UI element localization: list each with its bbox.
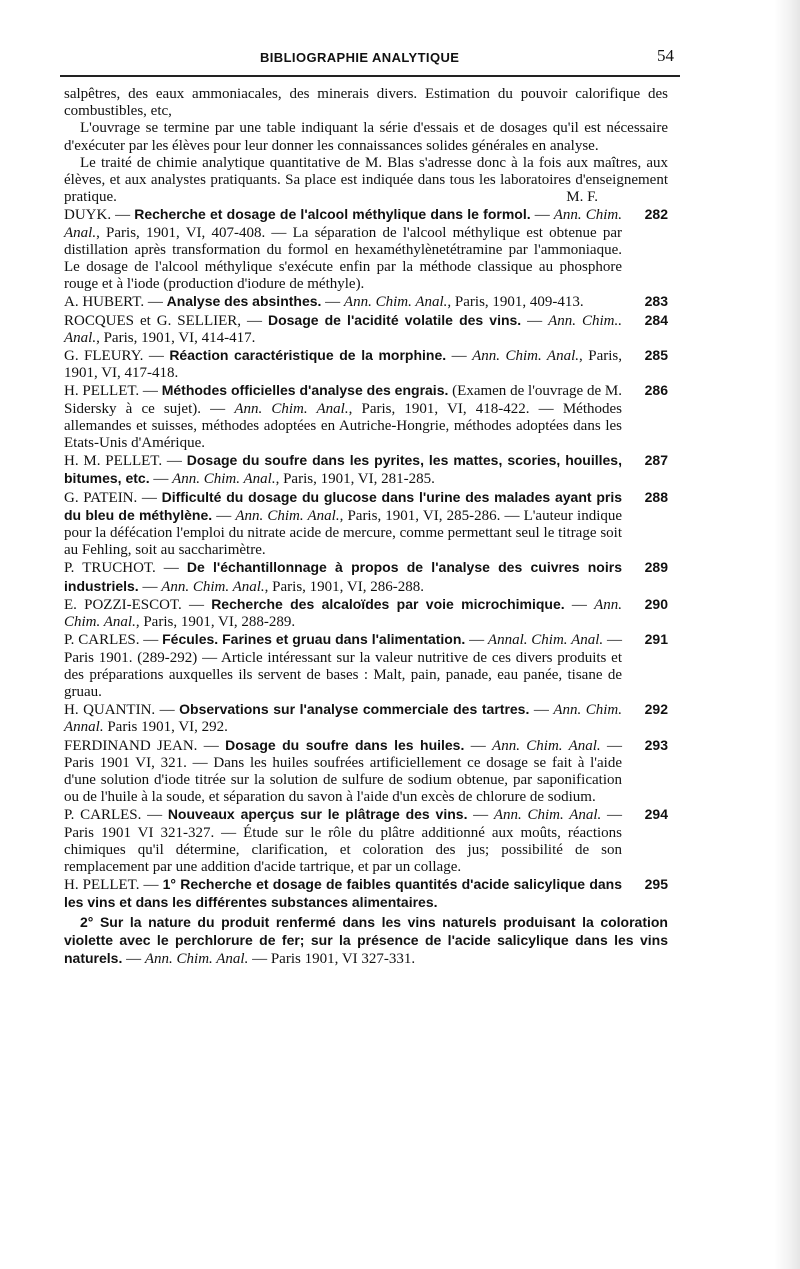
entry-source: Ann. Chim. Anal.	[343, 294, 448, 311]
bibliography-entry	[64, 737, 668, 807]
bibliography-entry	[64, 559, 668, 595]
entry-source: Ann. Chim. Anal.	[492, 737, 601, 754]
entry-title: Dosage du soufre dans les huiles.	[225, 736, 465, 753]
entry-title: Méthodes officielles d'analyse des engrais.	[161, 382, 449, 399]
entry-source: Annal. Chim. Anal.	[487, 632, 604, 649]
entry-separator: (Examen de l'ouvrage de M. Sidersky à ce sujet). —	[64, 383, 623, 417]
entry-295-part-2-source: Ann. Chim. Anal.	[144, 950, 249, 967]
entry-title: Observations sur l'analyse commerciale des tartres.	[179, 701, 530, 718]
entry-number: 282	[644, 206, 668, 223]
entry-source: Ann. Chim. Anal.	[472, 348, 580, 365]
entry-author: G. PATEIN. —	[64, 489, 162, 506]
entry-separator: —	[564, 596, 595, 613]
entry-number: 294	[644, 806, 668, 823]
entry-author: E. POZZI-ESCOT. —	[64, 596, 212, 613]
bibliography-entries	[64, 206, 668, 912]
entry-details: , Paris, 1901, VI, 285-286. — L'auteur indique pour la défécation l'emploi du nitrate acide de mercure, comme permettant seul le titrage soit au Fehling, soit au saccharimètre.	[64, 507, 623, 559]
entry-separator: —	[212, 507, 236, 524]
entry-details: , Paris, 1901, VI, 417-418.	[64, 348, 622, 382]
entry-title: Recherche des alcaloïdes par voie microchimique.	[211, 595, 565, 612]
entry-details: — Paris 1901 VI, 321. — Dans les huiles soufrées artificiellement ce dosage se fait à l'aide d'une solution d'iode titrée sur la solution de sulfure de sodium obtenue, par saponification ou de l'huile à la soude, et séparation du savon à l'aide d'un excès de chlorure de sodium.	[64, 737, 622, 806]
entry-separator: —	[465, 632, 488, 649]
entry-number: 283	[644, 293, 668, 310]
intro-paragraph-1: salpêtres, des eaux ammoniacales, des minerais divers. Estimation du pouvoir calorifique des combustibles, etc,	[64, 86, 668, 120]
entry-details: , Paris, 1901, VI, 414-417.	[96, 329, 256, 346]
entry-source: Ann. Chim. Anal.	[235, 507, 340, 524]
entry-source: Ann. Chim. Anal.	[172, 471, 276, 488]
bibliography-entry	[64, 382, 668, 452]
entry-separator: —	[464, 737, 493, 754]
body-text	[64, 86, 668, 968]
bibliography-entry	[64, 701, 668, 736]
entry-number: 284	[644, 311, 668, 328]
entry-details: — Paris 1901. (289-292) — Article intéressant sur la valeur nutritive de ces divers produits et des préparations auxquelles ils servent de bases : Malt, pain, panade, eau panée, tisane de gruau.	[64, 632, 622, 700]
entry-source: Ann. Chim. Anal.	[493, 807, 602, 824]
entry-author: P. TRUCHOT. —	[64, 560, 187, 577]
intro-paragraph-3	[64, 155, 668, 207]
entry-author: DUYK. —	[64, 207, 135, 224]
entry-author: H. PELLET. —	[64, 877, 163, 894]
entry-details: , Paris, 1901, VI, 281-285.	[275, 471, 435, 488]
entry-295-part-2-sep: —	[122, 950, 145, 967]
entry-details: , Paris, 1901, VI, 286-288.	[264, 578, 424, 595]
entry-title: Recherche et dosage de l'alcool méthylique dans le formol.	[134, 206, 531, 223]
entry-author: H. PELLET. —	[64, 383, 162, 400]
entry-number: 285	[644, 347, 668, 364]
bibliography-entry	[64, 631, 668, 701]
entry-separator: —	[467, 807, 494, 824]
bibliography-entry	[64, 596, 668, 631]
entry-separator: —	[446, 348, 473, 365]
entry-title: Difficulté du dosage du glucose dans l'urine des malades ayant pris du bleu de méthylène.	[64, 488, 622, 523]
entry-author: ROCQUES et G. SELLIER, —	[64, 312, 268, 329]
entry-295-part-2	[64, 914, 668, 969]
bibliography-entry	[64, 206, 668, 293]
entry-number: 290	[644, 595, 668, 612]
entry-title: Dosage du soufre dans les pyrites, les mattes, scories, houilles, bitumes, etc.	[64, 452, 622, 487]
entry-title: Fécules. Farines et gruau dans l'alimentation.	[162, 631, 466, 648]
entry-title: Réaction caractéristique de la morphine.	[169, 347, 447, 364]
entry-separator: —	[521, 312, 549, 329]
intro-paragraph-2: L'ouvrage se termine par une table indiquant la série d'essais et de dosages qu'il est nécessaire d'exécuter par les élèves pour leur donner les connaissances solides générales en analyse.	[64, 120, 668, 154]
entry-details: Paris 1901, VI, 292.	[103, 719, 228, 736]
entry-number: 288	[644, 488, 668, 505]
entry-author: P. CARLES. —	[64, 632, 163, 649]
scan-shadow	[774, 0, 800, 1269]
bibliography-entry	[64, 806, 668, 876]
entry-title: De l'échantillonnage à propos de l'analyse des cuivres noirs industriels.	[64, 559, 622, 594]
entry-separator: —	[529, 702, 554, 719]
entry-details: , Paris, 1901, VI, 407-408. — La séparation de l'alcool méthylique est obtenue par distillation après transformation du formol en hexaméthylènetétramine par l'ammoniaque. Le dosage de l'alcool méthylique s'exécute enfin par la méthode classique au phosphore rouge et à l'iode (production d'iodure de méthyle).	[64, 224, 622, 293]
running-title: BIBLIOGRAPHIE ANALYTIQUE	[260, 50, 460, 65]
entry-separator: —	[530, 207, 554, 224]
entry-source: Ann. Chim.. Anal.	[64, 312, 623, 346]
entry-number: 286	[644, 382, 668, 399]
bibliography-entry	[64, 347, 668, 382]
entry-title: Analyse des absinthes.	[166, 293, 322, 310]
entry-source: Ann. Chim. Anal.	[234, 400, 349, 417]
entry-details: , Paris, 1901, VI, 288-289.	[135, 614, 296, 631]
entry-title: Nouveaux aperçus sur le plâtrage des vins.	[167, 806, 468, 823]
entry-source: Ann. Chim. Anal.	[64, 596, 623, 631]
entry-separator: —	[149, 471, 173, 488]
entry-details: , Paris, 1901, 409-413.	[447, 294, 584, 311]
entry-number: 287	[644, 452, 668, 469]
entry-author: FERDINAND JEAN. —	[64, 737, 226, 754]
entry-title: Dosage de l'acidité volatile des vins.	[267, 311, 522, 328]
entry-author: P. CARLES. —	[64, 807, 168, 824]
entry-author: G. FLEURY. —	[64, 348, 170, 365]
intro-paragraph-3-text: Le traité de chimie analytique quantitative de M. Blas s'adresse donc à la fois aux maîtres, aux élèves, et aux analystes pratiquants. Sa place est indiquée dans tous les laboratoires d'enseignement pratique.	[64, 154, 668, 206]
entry-details: , Paris, 1901, VI, 418-422. — Méthodes allemandes et suisses, méthodes adoptées en Autriche-Hongrie, méthodes adoptées dans les Etats-Unis d'Amérique.	[64, 400, 622, 452]
page-number: 54	[657, 46, 674, 65]
entry-separator: —	[138, 578, 162, 595]
bibliography-entry	[64, 489, 668, 560]
entry-number: 289	[644, 559, 668, 576]
entry-number: 292	[644, 701, 668, 718]
entry-author: H. QUANTIN. —	[64, 702, 180, 719]
header-rule	[60, 75, 680, 77]
entry-separator: —	[321, 294, 344, 311]
entry-295-part-2-title: 2° Sur la nature du produit renfermé dans les vins naturels produisant la coloration violette avec le perchlorure de fer; sur la présence de l'acide salicylique dans les vins naturels.	[64, 913, 668, 966]
bibliography-entry	[64, 293, 668, 311]
bibliography-entry	[64, 876, 668, 912]
entry-source: Ann. Chim. Annal.	[64, 702, 623, 736]
entry-details: — Paris 1901 VI 321-327. — Étude sur le rôle du plâtre additionné aux moûts, réactions chimiques qu'il détermine, clarification, et coloration des jus; possibilité de son remplacement par une addition d'acide tartrique, et par un collage.	[64, 807, 623, 875]
entry-295-part-2-rest: — Paris 1901, VI 327-331.	[248, 950, 416, 967]
entry-author: H. M. PELLET. —	[64, 453, 187, 470]
entry-source: Ann. Chim. Anal.	[161, 578, 265, 595]
page-header	[60, 48, 680, 72]
entry-source: Ann. Chim. Anal.	[64, 207, 622, 241]
entry-number: 293	[644, 736, 668, 753]
entry-author: A. HUBERT. —	[64, 294, 167, 311]
entry-number: 291	[644, 631, 668, 648]
entry-number: 295	[644, 876, 668, 893]
review-signature: M. F.	[566, 189, 598, 206]
bibliography-entry	[64, 452, 668, 488]
entry-title: 1° Recherche et dosage de faibles quantités d'acide salicylique dans les vins et dans les différentes substances alimentaires.	[64, 876, 623, 911]
bibliography-entry	[64, 312, 668, 347]
